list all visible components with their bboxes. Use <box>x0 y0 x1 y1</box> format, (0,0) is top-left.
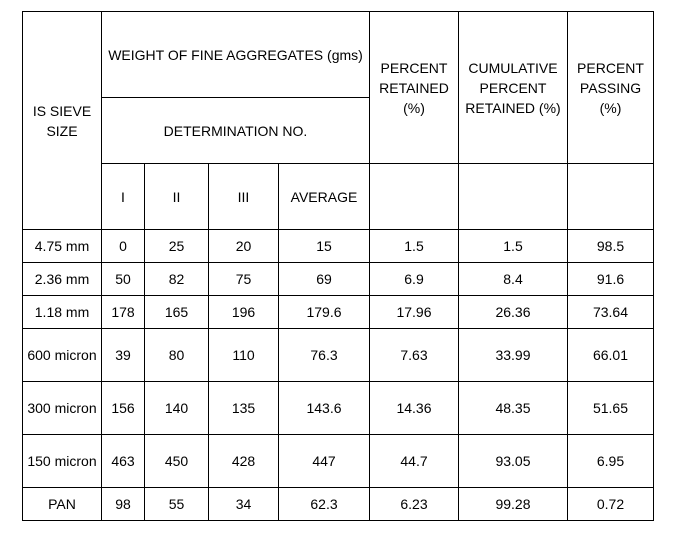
cell-average: 15 <box>279 230 370 263</box>
cell-det-3: 196 <box>209 296 279 329</box>
cell-average: 143.6 <box>279 382 370 435</box>
cell-cumulative-retained: 8.4 <box>459 263 568 296</box>
cell-det-1: 0 <box>102 230 145 263</box>
cell-cumulative-retained: 1.5 <box>459 230 568 263</box>
cell-sieve-size: 4.75 mm <box>23 230 102 263</box>
cell-average: 447 <box>279 435 370 488</box>
header-empty-cpr <box>459 164 568 230</box>
table-row <box>23 230 654 263</box>
cell-det-3: 34 <box>209 488 279 521</box>
cell-sieve-size: PAN <box>23 488 102 521</box>
cell-cumulative-retained: 33.99 <box>459 329 568 382</box>
cell-percent-retained: 1.5 <box>370 230 459 263</box>
cell-det-2: 55 <box>145 488 209 521</box>
cell-percent-retained: 44.7 <box>370 435 459 488</box>
cell-cumulative-retained: 99.28 <box>459 488 568 521</box>
cell-det-3: 135 <box>209 382 279 435</box>
table-row <box>23 382 654 435</box>
sieve-analysis-table <box>22 11 654 521</box>
cell-det-3: 20 <box>209 230 279 263</box>
header-determination: DETERMINATION NO. <box>102 98 370 164</box>
cell-average: 179.6 <box>279 296 370 329</box>
table-row <box>23 296 654 329</box>
cell-det-1: 50 <box>102 263 145 296</box>
cell-average: 76.3 <box>279 329 370 382</box>
header-det-2: II <box>145 164 209 230</box>
header-empty-pp <box>568 164 654 230</box>
cell-average: 62.3 <box>279 488 370 521</box>
cell-cumulative-retained: 93.05 <box>459 435 568 488</box>
cell-det-1: 156 <box>102 382 145 435</box>
cell-det-2: 140 <box>145 382 209 435</box>
header-percent-retained: PERCENT RETAINED (%) <box>370 12 459 164</box>
header-cumulative-retained: CUMULATIVE PERCENT RETAINED (%) <box>459 12 568 164</box>
cell-det-2: 165 <box>145 296 209 329</box>
cell-det-2: 25 <box>145 230 209 263</box>
cell-sieve-size: 150 micron <box>23 435 102 488</box>
cell-sieve-size: 2.36 mm <box>23 263 102 296</box>
cell-sieve-size: 300 micron <box>23 382 102 435</box>
cell-det-2: 450 <box>145 435 209 488</box>
header-average: AVERAGE <box>279 164 370 230</box>
cell-percent-passing: 91.6 <box>568 263 654 296</box>
header-det-3: III <box>209 164 279 230</box>
cell-cumulative-retained: 48.35 <box>459 382 568 435</box>
cell-percent-passing: 73.64 <box>568 296 654 329</box>
cell-percent-passing: 98.5 <box>568 230 654 263</box>
table-row <box>23 488 654 521</box>
header-det-1: I <box>102 164 145 230</box>
cell-percent-retained: 17.96 <box>370 296 459 329</box>
cell-det-1: 463 <box>102 435 145 488</box>
cell-average: 69 <box>279 263 370 296</box>
header-percent-passing: PERCENT PASSING (%) <box>568 12 654 164</box>
cell-percent-retained: 14.36 <box>370 382 459 435</box>
cell-det-1: 98 <box>102 488 145 521</box>
cell-percent-retained: 7.63 <box>370 329 459 382</box>
cell-percent-passing: 6.95 <box>568 435 654 488</box>
cell-det-3: 75 <box>209 263 279 296</box>
header-weight: WEIGHT OF FINE AGGREGATES (gms) <box>102 12 370 98</box>
cell-cumulative-retained: 26.36 <box>459 296 568 329</box>
cell-percent-passing: 51.65 <box>568 382 654 435</box>
cell-det-2: 82 <box>145 263 209 296</box>
cell-percent-retained: 6.9 <box>370 263 459 296</box>
cell-sieve-size: 1.18 mm <box>23 296 102 329</box>
table-row <box>23 263 654 296</box>
cell-det-3: 428 <box>209 435 279 488</box>
cell-sieve-size: 600 micron <box>23 329 102 382</box>
cell-percent-passing: 0.72 <box>568 488 654 521</box>
table-row <box>23 329 654 382</box>
header-empty-pr <box>370 164 459 230</box>
cell-det-2: 80 <box>145 329 209 382</box>
cell-det-1: 178 <box>102 296 145 329</box>
cell-percent-passing: 66.01 <box>568 329 654 382</box>
cell-percent-retained: 6.23 <box>370 488 459 521</box>
header-sieve-size: IS SIEVE SIZE <box>23 12 102 230</box>
cell-det-1: 39 <box>102 329 145 382</box>
cell-det-3: 110 <box>209 329 279 382</box>
table-row <box>23 435 654 488</box>
